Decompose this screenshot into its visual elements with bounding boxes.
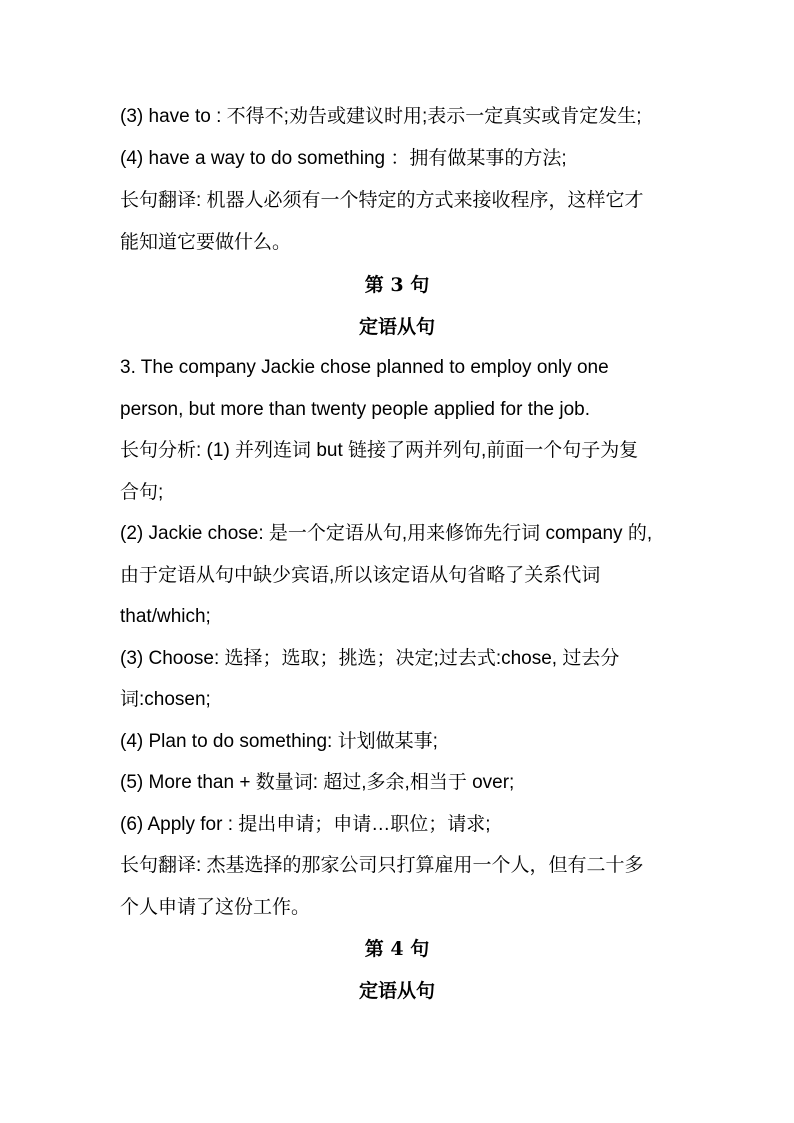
body-line: (2) Jackie chose: 是一个定语从句,用来修饰先行词 company 的,: [120, 523, 653, 544]
body-line: person, but more than twenty people applied for the job.: [120, 399, 591, 420]
body-line: (4) have a way to do something ：拥有做某事的方法;: [120, 148, 567, 169]
section-subheading: 定语从句: [358, 980, 435, 1002]
body-line: (3) Choose: 选择；选取；挑选；决定;过去式:chose, 过去分: [120, 648, 620, 669]
body-line: 合句;: [120, 482, 164, 503]
body-line: that/which;: [120, 606, 211, 627]
body-line: 能知道它要做什么。: [120, 232, 292, 253]
body-line: 词:chosen;: [120, 689, 211, 710]
body-line: (6) Apply for : 提出申请；申请…职位；请求;: [120, 814, 491, 835]
section-heading: 第 3 句: [364, 274, 430, 296]
body-line: 由于定语从句中缺少宾语,所以该定语从句省略了关系代词: [120, 565, 601, 586]
section-heading: 第 4 句: [364, 938, 430, 960]
body-line: (3) have to : 不得不;劝告或建议时用;表示一定真实或肯定发生;: [120, 106, 642, 127]
body-line: 长句分析: (1) 并列连词 but 链接了两并列句,前面一个句子为复: [120, 440, 639, 461]
body-line: 长句翻译: 杰基选择的那家公司只打算雇用一个人，但有二十多: [120, 855, 644, 876]
body-line: (4) Plan to do something: 计划做某事;: [120, 731, 438, 752]
body-line: 3. The company Jackie chose planned to employ only one: [120, 357, 609, 378]
body-line: 个人申请了这份工作。: [120, 897, 311, 918]
body-line: 长句翻译: 机器人必须有一个特定的方式来接收程序，这样它才: [120, 190, 644, 211]
body-line: (5) More than + 数量词: 超过,多余,相当于 over;: [120, 772, 515, 793]
section-subheading: 定语从句: [358, 316, 435, 338]
